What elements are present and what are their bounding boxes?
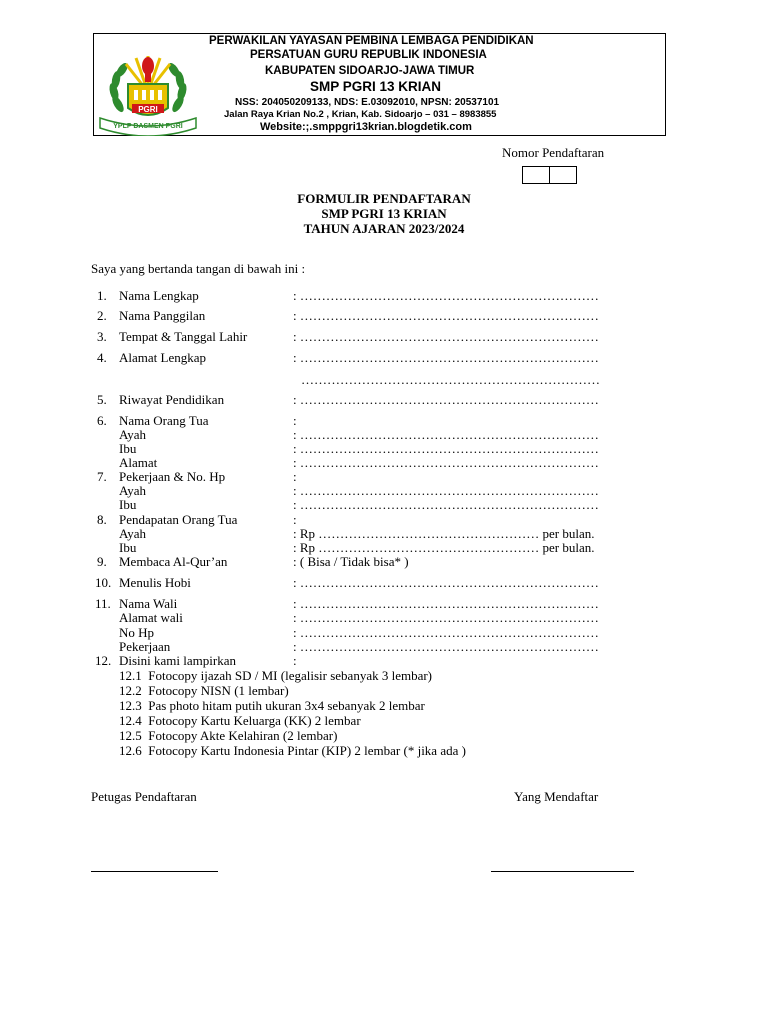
field-input-nama-ibu[interactable]: : …………………………………………………………… [293, 441, 599, 456]
field-colon: : [293, 512, 297, 527]
field-number: 12. [95, 653, 112, 668]
field-label-ayah: Ayah [119, 427, 146, 442]
header-school: SMP PGRI 13 KRIAN [310, 79, 442, 94]
form-year: TAHUN AJARAN 2023/2024 [303, 221, 465, 236]
header-website: Website:;.smppgri13krian.blogdetik.com [260, 121, 472, 133]
pgri-logo [96, 52, 200, 136]
form-title: FORMULIR PENDAFTARAN [297, 191, 471, 206]
header-line3: KABUPATEN SIDOARJO-JAWA TIMUR [265, 65, 475, 77]
attachment-item: 12.3 Pas photo hitam putih ukuran 3x4 sebanyak 2 lembar [119, 698, 425, 713]
field-label-alamat-wali: Alamat wali [119, 610, 183, 625]
field-label-riwayat-pendidikan: Riwayat Pendidikan [119, 392, 225, 407]
field-number: 5. [97, 392, 107, 407]
field-input-pekerjaan-wali[interactable]: : …………………………………………………………… [293, 639, 599, 654]
attachment-item: 12.4 Fotocopy Kartu Keluarga (KK) 2 lembar [119, 713, 361, 728]
field-choice-membaca-alquran[interactable]: : ( Bisa / Tidak bisa* ) [293, 554, 409, 569]
field-number: 7. [97, 469, 107, 484]
field-input-pendapatan-ibu[interactable]: : Rp …………………………………………… per bulan. [293, 540, 595, 555]
field-label-pendapatan-orang-tua: Pendapatan Orang Tua [119, 512, 238, 527]
form-school: SMP PGRI 13 KRIAN [321, 206, 447, 221]
field-input-tempat-tanggal-lahir[interactable]: : …………………………………………………………… [293, 329, 599, 344]
header-line1: PERWAKILAN YAYASAN PEMBINA LEMBAGA PENDIDIKAN [209, 35, 534, 47]
registration-number-label: Nomor Pendaftaran [502, 145, 605, 160]
signature-label-petugas: Petugas Pendaftaran [91, 789, 197, 804]
field-label-pekerjaan-no-hp: Pekerjaan & No. Hp [119, 469, 226, 484]
field-label-ayah: Ayah [119, 483, 146, 498]
field-number: 10. [95, 575, 112, 590]
field-label-tempat-tanggal-lahir: Tempat & Tanggal Lahir [119, 329, 248, 344]
field-input-pekerjaan-ibu[interactable]: : …………………………………………………………… [293, 497, 599, 512]
field-number: 1. [97, 288, 107, 303]
field-input-alamat-lengkap-line2[interactable]: …………………………………………………………… [301, 372, 600, 387]
field-label-alamat-lengkap: Alamat Lengkap [119, 350, 206, 365]
signature-label-pendaftar: Yang Mendaftar [514, 789, 599, 804]
field-input-pendapatan-ayah[interactable]: : Rp …………………………………………… per bulan. [293, 526, 595, 541]
attachment-item: 12.5 Fotocopy Akte Kelahiran (2 lembar) [119, 728, 338, 743]
field-label-no-hp-wali: No Hp [119, 625, 155, 640]
intro-text: Saya yang bertanda tangan di bawah ini : [91, 261, 306, 276]
field-label-nama-orang-tua: Nama Orang Tua [119, 413, 209, 428]
logo-text: PGRI [138, 105, 158, 114]
field-input-alamat-orang-tua[interactable]: : …………………………………………………………… [293, 455, 599, 470]
field-label-menulis-hobi: Menulis Hobi [119, 575, 191, 590]
header-ids: NSS: 204050209133, NDS: E.03092010, NPSN: 20537101 [235, 97, 500, 108]
field-colon: : [293, 413, 297, 428]
attachment-item: 12.1 Fotocopy ijazah SD / MI (legalisir sebanyak 3 lembar) [119, 668, 433, 683]
field-label-ibu: Ibu [119, 540, 137, 555]
attachment-item: 12.2 Fotocopy NISN (1 lembar) [119, 683, 289, 698]
field-label-ibu: Ibu [119, 497, 137, 512]
field-colon: : [293, 653, 297, 668]
field-input-pekerjaan-ayah[interactable]: : …………………………………………………………… [293, 483, 599, 498]
field-number: 2. [97, 308, 107, 323]
field-number: 3. [97, 329, 107, 344]
field-label-alamat-orang-tua: Alamat [119, 455, 158, 470]
header-line2: PERSATUAN GURU REPUBLIK INDONESIA [250, 49, 487, 61]
field-label-ayah: Ayah [119, 526, 146, 541]
field-input-nama-wali[interactable]: : …………………………………………………………… [293, 596, 599, 611]
field-input-alamat-wali[interactable]: : …………………………………………………………… [293, 610, 599, 625]
field-input-no-hp-wali[interactable]: : …………………………………………………………… [293, 625, 599, 640]
field-label-membaca-alquran: Membaca Al-Qur’an [119, 554, 228, 569]
field-input-nama-lengkap[interactable]: : …………………………………………………………… [293, 288, 599, 303]
registration-number-box-1[interactable] [522, 166, 550, 184]
field-input-menulis-hobi[interactable]: : …………………………………………………………… [293, 575, 599, 590]
letterhead [93, 33, 666, 136]
field-input-nama-ayah[interactable]: : …………………………………………………………… [293, 427, 599, 442]
field-label-ibu: Ibu [119, 441, 137, 456]
field-input-riwayat-pendidikan[interactable]: : …………………………………………………………… [293, 392, 599, 407]
field-label-nama-lengkap: Nama Lengkap [119, 288, 199, 303]
field-label-pekerjaan-wali: Pekerjaan [119, 639, 171, 654]
field-number: 11. [95, 596, 111, 611]
registration-number-box-2[interactable] [549, 166, 577, 184]
attachment-item: 12.6 Fotocopy Kartu Indonesia Pintar (KIP) 2 lembar (* jika ada ) [119, 743, 466, 758]
signature-line-petugas[interactable] [91, 871, 218, 872]
logo-ribbon-text: YPLP DASMEN PGRI [113, 123, 183, 130]
field-number: 8. [97, 512, 107, 527]
signature-line-pendaftar[interactable] [491, 871, 634, 872]
field-input-nama-panggilan[interactable]: : …………………………………………………………… [293, 308, 599, 323]
field-label-nama-panggilan: Nama Panggilan [119, 308, 206, 323]
header-address: Jalan Raya Krian No.2 , Krian, Kab. Sidoarjo – 031 – 8983855 [224, 109, 497, 120]
field-number: 6. [97, 413, 107, 428]
field-input-alamat-lengkap[interactable]: : …………………………………………………………… [293, 350, 599, 365]
field-label-nama-wali: Nama Wali [119, 596, 178, 611]
field-number: 9. [97, 554, 107, 569]
field-number: 4. [97, 350, 107, 365]
field-colon: : [293, 469, 297, 484]
field-label-lampiran: Disini kami lampirkan [119, 653, 236, 668]
